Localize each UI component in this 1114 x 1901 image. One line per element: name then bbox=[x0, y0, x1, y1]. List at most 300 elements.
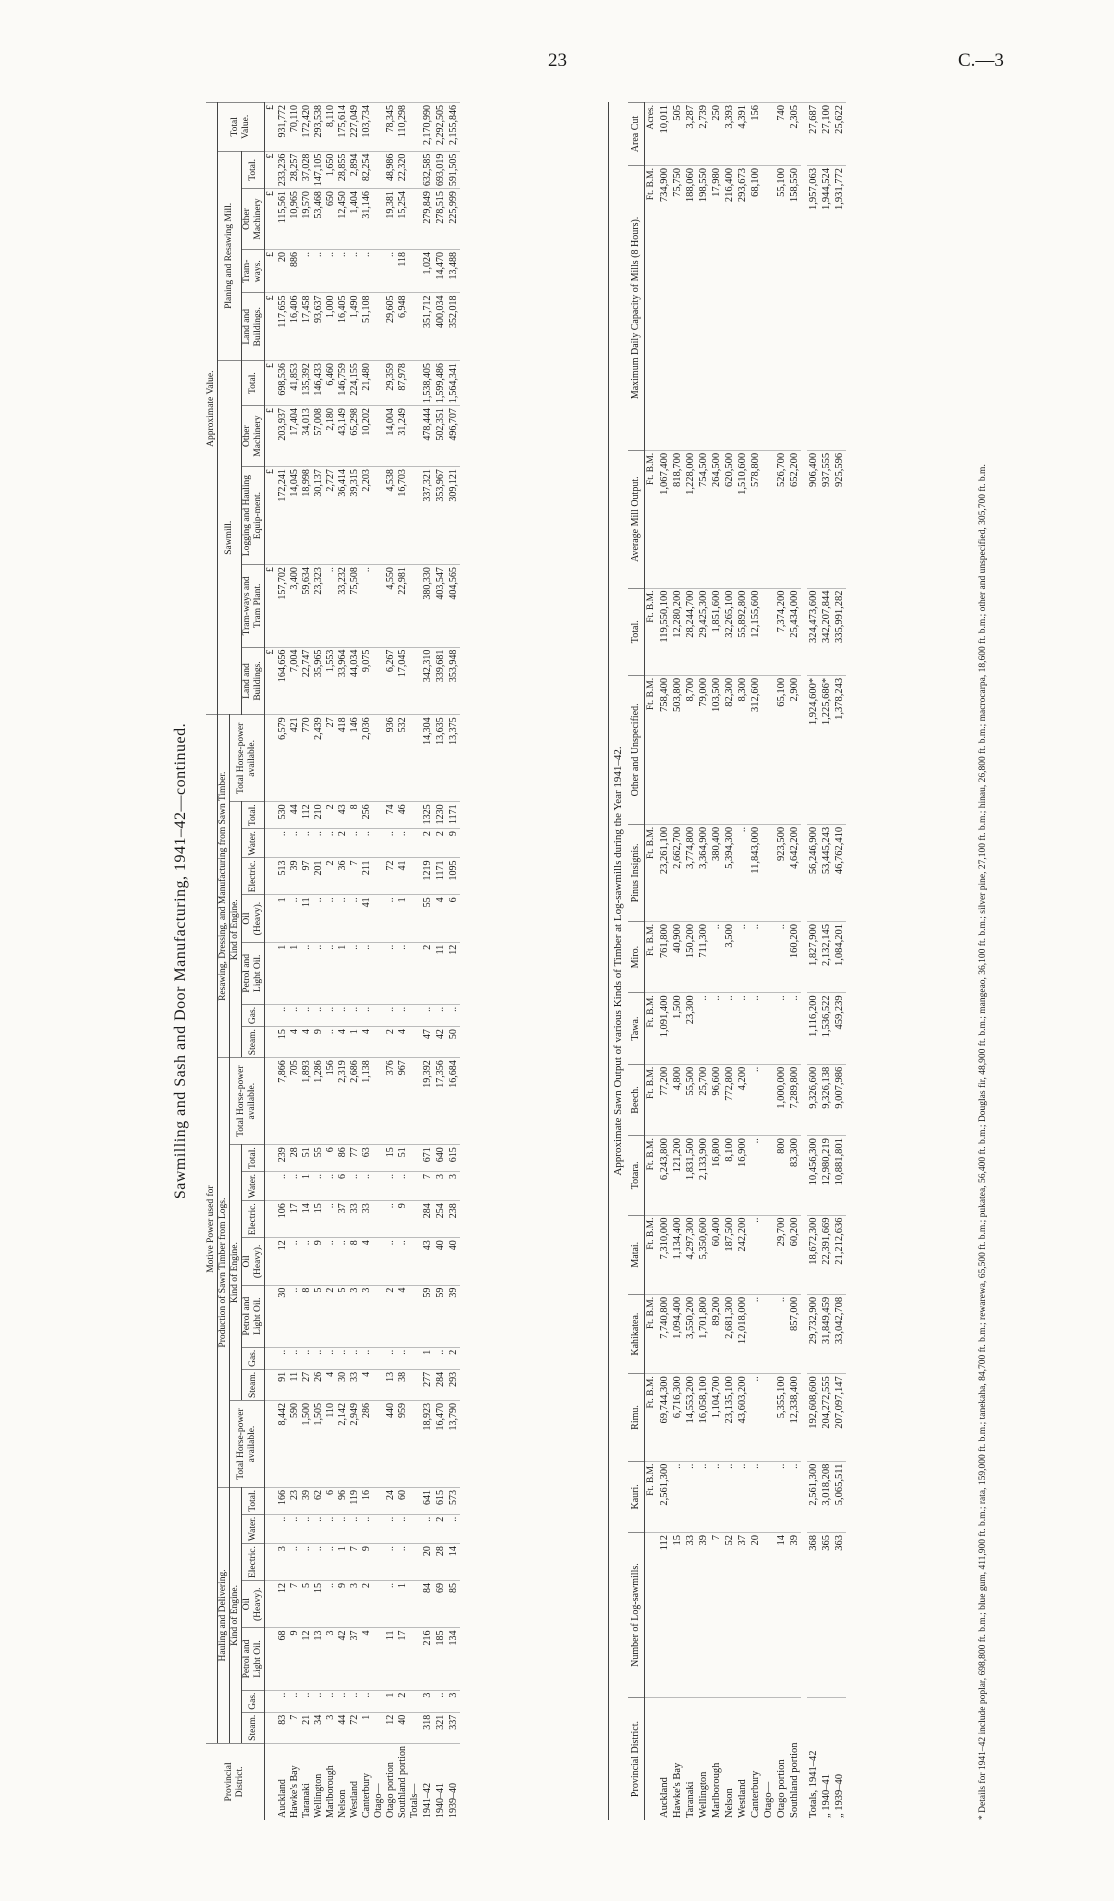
unit-cell: Ft. B.M. bbox=[645, 1136, 659, 1215]
table-cell: 698,536 bbox=[277, 361, 289, 406]
table-cell: 23,300 bbox=[684, 993, 697, 1064]
table-cell: 7,740,800 bbox=[658, 1294, 671, 1373]
district-cell: Marlborough bbox=[710, 1698, 723, 1820]
table-cell: 264,500 bbox=[710, 450, 723, 588]
table-cell: .. bbox=[289, 1285, 301, 1347]
table-cell: 505 bbox=[671, 103, 684, 166]
column-header: Gas. bbox=[242, 1004, 265, 1026]
table-cell bbox=[373, 1145, 385, 1172]
district-cell: Auckland bbox=[658, 1698, 671, 1820]
table-cell bbox=[762, 103, 775, 166]
table-cell: 59 bbox=[434, 1285, 447, 1347]
table-cell bbox=[762, 675, 775, 824]
table-cell: 2,894 bbox=[349, 151, 361, 189]
table-cell: 33 bbox=[349, 1201, 361, 1238]
table-cell bbox=[409, 1690, 421, 1712]
table-cell: 14 bbox=[301, 1201, 313, 1238]
table-cell: 203,937 bbox=[277, 406, 289, 467]
table-cell bbox=[762, 1064, 775, 1135]
table-cell: 1,553 bbox=[325, 647, 337, 715]
table-cell: 293 bbox=[447, 1369, 460, 1400]
table-cell bbox=[762, 824, 775, 921]
table-cell: 1,138 bbox=[361, 1058, 373, 1145]
table-cell: 12,450 bbox=[337, 189, 349, 250]
table-cell: 2,681,300 bbox=[723, 1294, 736, 1373]
table-cell: 277 bbox=[421, 1369, 434, 1400]
column-header: Production of Sawn Timber from Logs. bbox=[218, 1058, 230, 1488]
column-header: Water. bbox=[242, 829, 265, 858]
table-cell: 33 bbox=[349, 1369, 361, 1400]
column-header: Approximate Value. bbox=[206, 103, 218, 715]
table-cell: 1,599,486 bbox=[434, 361, 447, 406]
column-header: Petrol and Light Oil. bbox=[242, 1285, 265, 1347]
table-cell: .. bbox=[361, 1690, 373, 1712]
table-cell: 7,310,000 bbox=[658, 1215, 671, 1294]
column-header: Gas. bbox=[242, 1347, 265, 1369]
table-cell bbox=[373, 1238, 385, 1285]
table-cell: .. bbox=[385, 1171, 397, 1200]
table-cell: 772,800 bbox=[723, 1064, 736, 1135]
table-cell: 36 bbox=[337, 858, 349, 895]
column-header: Matai. bbox=[628, 1215, 645, 1294]
table-cell bbox=[409, 802, 421, 829]
table-cell: .. bbox=[361, 942, 373, 1004]
table-cell: .. bbox=[301, 250, 313, 293]
column-header: Kauri. bbox=[628, 1461, 645, 1532]
column-header: Maximum Daily Capacity of Mills (8 Hours). bbox=[628, 166, 645, 451]
table-cell: 164,656 bbox=[277, 647, 289, 715]
table-cell: 3 bbox=[349, 1285, 361, 1347]
district-cell: „ 1939–40 bbox=[833, 1698, 846, 1820]
table-cell: 41 bbox=[397, 858, 409, 895]
sawn-output-table bbox=[628, 102, 846, 1820]
table-cell: 353,948 bbox=[447, 647, 460, 715]
table-cell: 207,097,147 bbox=[833, 1374, 846, 1461]
table-cell: .. bbox=[710, 993, 723, 1064]
table-cell: 10,965 bbox=[289, 189, 301, 250]
table-cell: 172,420 bbox=[301, 103, 313, 152]
table-cell bbox=[265, 802, 278, 829]
table-cell: 110,298 bbox=[397, 103, 409, 152]
table-cell: 1,000 bbox=[325, 293, 337, 361]
table-cell: 368 bbox=[807, 1533, 820, 1698]
table-cell bbox=[373, 1369, 385, 1400]
table-cell bbox=[373, 1027, 385, 1058]
column-header: Land and Buildings. bbox=[242, 293, 265, 361]
table-cell: .. bbox=[325, 1514, 337, 1543]
table-row bbox=[762, 103, 775, 1821]
table-cell: 12 bbox=[277, 1238, 289, 1285]
table-cell: 24 bbox=[385, 1488, 397, 1515]
table-cell: 12 bbox=[277, 1581, 289, 1628]
table-cell bbox=[409, 1488, 421, 1515]
table-cell: 27,687 bbox=[807, 103, 820, 166]
table-cell: 9,326,138 bbox=[820, 1064, 833, 1135]
table-cell: 9 bbox=[313, 1238, 325, 1285]
table-cell: .. bbox=[775, 1294, 788, 1373]
table-cell bbox=[409, 715, 421, 802]
table-cell: .. bbox=[385, 942, 397, 1004]
table-cell: 14,553,200 bbox=[684, 1374, 697, 1461]
table-cell: 318 bbox=[421, 1712, 434, 1743]
table-cell: 12 bbox=[385, 1712, 397, 1743]
table-cell: 75,508 bbox=[349, 565, 361, 648]
table-cell: 1,924,600* bbox=[807, 675, 820, 824]
table-cell bbox=[265, 1145, 278, 1172]
table-cell bbox=[409, 1347, 421, 1369]
table-cell: 83,300 bbox=[788, 1136, 801, 1215]
table-cell bbox=[373, 1514, 385, 1543]
table-cell: 146,759 bbox=[337, 361, 349, 406]
table-cell: £ bbox=[265, 406, 278, 467]
table-cell: 5 bbox=[337, 1285, 349, 1347]
table-cell: 7,004 bbox=[289, 647, 301, 715]
table-cell: 33 bbox=[361, 1201, 373, 1238]
column-header: Petrol and Light Oil. bbox=[242, 1628, 265, 1690]
table-cell: 2 bbox=[421, 942, 434, 1004]
table-cell: 293,673 bbox=[736, 166, 749, 451]
table-cell: 1,944,524 bbox=[820, 166, 833, 451]
table-cell bbox=[409, 151, 421, 189]
table-cell: .. bbox=[397, 1171, 409, 1200]
table-cell: 14,470 bbox=[434, 250, 447, 293]
table-cell: 33,042,708 bbox=[833, 1294, 846, 1373]
table-cell: 936 bbox=[385, 715, 397, 802]
table-cell bbox=[409, 103, 421, 152]
table-cell: 7 bbox=[289, 1712, 301, 1743]
table-cell: 440 bbox=[385, 1401, 397, 1488]
table-cell bbox=[373, 1690, 385, 1712]
rotated-tables bbox=[172, 102, 1040, 1820]
table-cell bbox=[762, 1374, 775, 1461]
table-cell: 22,747 bbox=[301, 647, 313, 715]
table-cell: 65,298 bbox=[349, 406, 361, 467]
table-cell: 1,650 bbox=[325, 151, 337, 189]
table-cell: 5,355,100 bbox=[775, 1374, 788, 1461]
table-cell: 2 bbox=[385, 1285, 397, 1347]
column-header: Oil (Heavy). bbox=[242, 1581, 265, 1628]
table-cell: 21,480 bbox=[361, 361, 373, 406]
table-cell: 6 bbox=[325, 1145, 337, 1172]
table-cell: 3 bbox=[325, 1628, 337, 1690]
table-cell: 17 bbox=[289, 1201, 301, 1238]
table-cell bbox=[373, 103, 385, 152]
table-cell: 16,900 bbox=[736, 1136, 749, 1215]
table-cell: 1 bbox=[421, 1347, 434, 1369]
table-cell: 15 bbox=[385, 1145, 397, 1172]
table-row bbox=[833, 103, 846, 1821]
table-cell: 4 bbox=[325, 1369, 337, 1400]
district-cell: Canterbury bbox=[361, 1743, 373, 1820]
table-cell: 312,600 bbox=[749, 675, 762, 824]
column-header: Total Horse-power available. bbox=[230, 1401, 265, 1488]
table-cell: 652,200 bbox=[788, 450, 801, 588]
table-cell: .. bbox=[325, 829, 337, 858]
table-cell: 46 bbox=[397, 802, 409, 829]
table-cell: 17 bbox=[397, 1628, 409, 1690]
table-cell bbox=[409, 1145, 421, 1172]
table-cell: 9 bbox=[397, 1201, 409, 1238]
table-cell: 1,094,400 bbox=[671, 1294, 684, 1373]
table-cell: 1,225,686* bbox=[820, 675, 833, 824]
column-header: Total. bbox=[242, 361, 265, 406]
table-cell: 17,404 bbox=[289, 406, 301, 467]
table-cell bbox=[265, 715, 278, 802]
district-cell: Wellington bbox=[313, 1743, 325, 1820]
table-cell: .. bbox=[325, 565, 337, 648]
table-cell bbox=[409, 1544, 421, 1581]
table-cell: 1095 bbox=[447, 858, 460, 895]
table-cell: 77 bbox=[349, 1145, 361, 1172]
table-cell: 9 bbox=[447, 829, 460, 858]
table-cell: 233,236 bbox=[277, 151, 289, 189]
table-cell: 27,100 bbox=[820, 103, 833, 166]
table-cell bbox=[373, 1712, 385, 1743]
table-cell: 29,605 bbox=[385, 293, 397, 361]
table-cell bbox=[373, 406, 385, 467]
table-cell: 51 bbox=[397, 1145, 409, 1172]
table-cell bbox=[409, 1369, 421, 1400]
table-cell: 650 bbox=[325, 189, 337, 250]
table-cell: .. bbox=[697, 993, 710, 1064]
unit-cell: Ft. B.M. bbox=[645, 166, 659, 451]
table-cell: 12 bbox=[447, 942, 460, 1004]
table-cell bbox=[373, 189, 385, 250]
table-cell: 2,132,145 bbox=[820, 921, 833, 992]
table-row bbox=[385, 103, 397, 1821]
table-cell: .. bbox=[277, 829, 289, 858]
table-cell: 192,608,600 bbox=[807, 1374, 820, 1461]
table-cell: 18,672,300 bbox=[807, 1215, 820, 1294]
table-cell: 77,200 bbox=[658, 1064, 671, 1135]
table-cell: 16,703 bbox=[397, 467, 409, 565]
table-cell: 16,406 bbox=[289, 293, 301, 361]
table-cell: 11,843,000 bbox=[749, 824, 762, 921]
district-cell: „ 1940–41 bbox=[820, 1698, 833, 1820]
table-row bbox=[788, 103, 801, 1821]
table-cell: .. bbox=[313, 829, 325, 858]
table-cell: .. bbox=[325, 1581, 337, 1628]
column-header: Water. bbox=[242, 1171, 265, 1200]
table-cell: £ bbox=[265, 467, 278, 565]
unit-cell: Ft. B.M. bbox=[645, 588, 659, 675]
table-cell bbox=[762, 1294, 775, 1373]
table-cell: 906,400 bbox=[807, 450, 820, 588]
table-cell bbox=[265, 1544, 278, 1581]
table-cell: 25,434,000 bbox=[788, 588, 801, 675]
table-cell: 12,155,600 bbox=[749, 588, 762, 675]
table-cell: 15 bbox=[671, 1533, 684, 1698]
column-header: Total Value. bbox=[218, 103, 265, 152]
table-cell: 342,207,844 bbox=[820, 588, 833, 675]
table-cell: 22,391,669 bbox=[820, 1215, 833, 1294]
column-header: Kahikatea. bbox=[628, 1294, 645, 1373]
table-cell: 3 bbox=[277, 1544, 289, 1581]
table-cell: 342,310 bbox=[421, 647, 434, 715]
table-cell: .. bbox=[385, 1347, 397, 1369]
table-cell bbox=[373, 151, 385, 189]
table-cell: 187,500 bbox=[723, 1215, 736, 1294]
table-cell: .. bbox=[385, 1581, 397, 1628]
table-cell: .. bbox=[749, 1461, 762, 1532]
table-cell: 69 bbox=[434, 1581, 447, 1628]
table-cell: 321 bbox=[434, 1712, 447, 1743]
district-cell: 1940–41 bbox=[434, 1743, 447, 1820]
table-cell: 55 bbox=[421, 895, 434, 942]
table-cell: 117,655 bbox=[277, 293, 289, 361]
column-header: Kind of Engine. bbox=[230, 802, 242, 1058]
table-cell: 2 bbox=[361, 1581, 373, 1628]
table-cell: 339,681 bbox=[434, 647, 447, 715]
table-cell: 503,800 bbox=[671, 675, 684, 824]
table-cell: 2,170,990 bbox=[421, 103, 434, 152]
table-cell: 4,297,300 bbox=[684, 1215, 697, 1294]
table-cell: .. bbox=[301, 1544, 313, 1581]
table-cell bbox=[762, 450, 775, 588]
table-cell: 70,110 bbox=[289, 103, 301, 152]
table-cell bbox=[265, 1488, 278, 1515]
table-cell: 201 bbox=[313, 858, 325, 895]
table-cell: 20 bbox=[749, 1533, 762, 1698]
table-cell: 1,957,063 bbox=[807, 166, 820, 451]
table-cell: £ bbox=[265, 151, 278, 189]
table-cell: .. bbox=[397, 1514, 409, 1543]
table-cell: 72 bbox=[349, 1712, 361, 1743]
table-cell: .. bbox=[337, 250, 349, 293]
table-cell: .. bbox=[289, 1347, 301, 1369]
table-cell: 256 bbox=[361, 802, 373, 829]
unit-cell: Ft. B.M. bbox=[645, 675, 659, 824]
table-cell: 84 bbox=[421, 1581, 434, 1628]
table-cell bbox=[409, 1581, 421, 1628]
table-cell: 12 bbox=[301, 1628, 313, 1690]
table-cell: 6 bbox=[337, 1171, 349, 1200]
table-cell: 6,460 bbox=[325, 361, 337, 406]
table-cell: .. bbox=[301, 829, 313, 858]
table-cell: 4,642,200 bbox=[788, 824, 801, 921]
table-cell: 18,923 bbox=[421, 1401, 434, 1488]
table-cell: 286 bbox=[361, 1401, 373, 1488]
table-cell: 5 bbox=[301, 1581, 313, 1628]
district-cell: Hawke's Bay bbox=[289, 1743, 301, 1820]
column-header: Resawing, Dressing, and Manufacturing from Sawn Timber. bbox=[218, 715, 230, 1058]
table-cell: 19,392 bbox=[421, 1058, 434, 1145]
table-cell: 7 bbox=[710, 1533, 723, 1698]
table-cell: 1,228,000 bbox=[684, 450, 697, 588]
table-row bbox=[775, 103, 788, 1821]
table-cell: .. bbox=[313, 895, 325, 942]
table-cell: 42 bbox=[434, 1027, 447, 1058]
table-cell: 3 bbox=[349, 1581, 361, 1628]
page-number: 23 bbox=[548, 50, 567, 71]
table-cell: 86 bbox=[337, 1145, 349, 1172]
table-cell: 1171 bbox=[434, 858, 447, 895]
column-header: Land and Buildings. bbox=[242, 647, 265, 715]
table-cell: .. bbox=[325, 1690, 337, 1712]
table-cell: 185 bbox=[434, 1628, 447, 1690]
table-row bbox=[361, 103, 373, 1821]
table-cell: 1 bbox=[277, 895, 289, 942]
table-cell: 34 bbox=[313, 1712, 325, 1743]
table-cell: 8,300 bbox=[736, 675, 749, 824]
table-cell: .. bbox=[349, 895, 361, 942]
table-cell bbox=[409, 361, 421, 406]
table-cell: 309,121 bbox=[447, 467, 460, 565]
table-cell bbox=[265, 1347, 278, 1369]
table-cell bbox=[265, 1628, 278, 1690]
table-cell: 8 bbox=[349, 1238, 361, 1285]
table-cell: 761,800 bbox=[658, 921, 671, 992]
table-cell: 7 bbox=[349, 1544, 361, 1581]
column-header: Total. bbox=[628, 588, 645, 675]
table-cell: 83 bbox=[277, 1712, 289, 1743]
table-cell: 55 bbox=[313, 1145, 325, 1172]
table-cell: 31,146 bbox=[361, 189, 373, 250]
column-header: Electric. bbox=[242, 1201, 265, 1238]
table-cell: 10,456,300 bbox=[807, 1136, 820, 1215]
table-row bbox=[684, 103, 697, 1821]
table-cell: 532 bbox=[397, 715, 409, 802]
table-cell bbox=[409, 189, 421, 250]
table-cell: 3 bbox=[447, 1690, 460, 1712]
table-cell: .. bbox=[289, 895, 301, 942]
table-cell: 78,345 bbox=[385, 103, 397, 152]
table-cell: .. bbox=[325, 1238, 337, 1285]
table-cell: .. bbox=[325, 1027, 337, 1058]
column-header: Provincial District. bbox=[628, 1698, 645, 1820]
table-cell: 51 bbox=[301, 1145, 313, 1172]
table-cell: 13 bbox=[385, 1369, 397, 1400]
table-cell: 60,200 bbox=[788, 1215, 801, 1294]
table-cell: .. bbox=[301, 1004, 313, 1026]
table-cell: 15 bbox=[313, 1581, 325, 1628]
table-cell: 112 bbox=[658, 1533, 671, 1698]
table-cell: 1 bbox=[289, 942, 301, 1004]
table-row bbox=[313, 103, 325, 1821]
page-reference: C.—3 bbox=[958, 50, 1004, 71]
table-cell: .. bbox=[337, 1514, 349, 1543]
table-cell: 12,980,219 bbox=[820, 1136, 833, 1215]
table-cell: 82,254 bbox=[361, 151, 373, 189]
table-row bbox=[736, 103, 749, 1821]
table-row bbox=[277, 103, 289, 1821]
table-cell: .. bbox=[337, 1238, 349, 1285]
table-cell: 12,280,200 bbox=[671, 588, 684, 675]
table-cell: .. bbox=[349, 250, 361, 293]
table-cell: 620,500 bbox=[723, 450, 736, 588]
table-cell: .. bbox=[349, 942, 361, 1004]
district-cell: Otago portion bbox=[775, 1698, 788, 1820]
table-cell: .. bbox=[385, 895, 397, 942]
table-cell: 7 bbox=[421, 1171, 434, 1200]
table-cell: 6,267 bbox=[385, 647, 397, 715]
table-cell: .. bbox=[736, 1461, 749, 1532]
table-cell: 216,400 bbox=[723, 166, 736, 451]
table-cell: 496,707 bbox=[447, 406, 460, 467]
table-cell bbox=[265, 942, 278, 1004]
table-cell: 16,684 bbox=[447, 1058, 460, 1145]
column-header: Logging and Hauling Equip-ment. bbox=[242, 467, 265, 565]
table-cell: 925,596 bbox=[833, 450, 846, 588]
table-cell: .. bbox=[397, 1004, 409, 1026]
table-cell: 216 bbox=[421, 1628, 434, 1690]
table-cell: 74 bbox=[385, 802, 397, 829]
table-cell: 156 bbox=[325, 1058, 337, 1145]
table-cell: 44 bbox=[337, 1712, 349, 1743]
table-cell: 53,468 bbox=[313, 189, 325, 250]
table-cell bbox=[762, 993, 775, 1064]
table-cell: 43 bbox=[421, 1238, 434, 1285]
